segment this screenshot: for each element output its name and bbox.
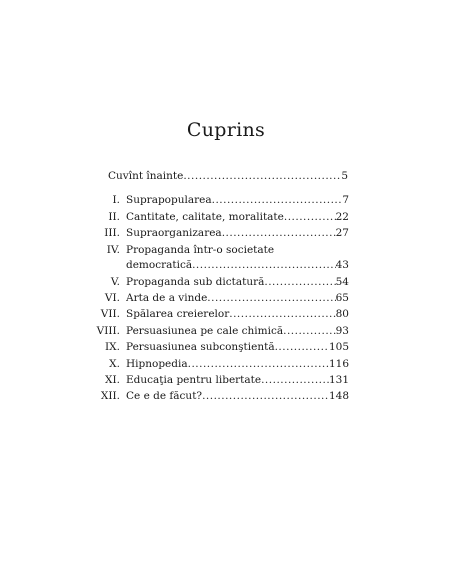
dot-leader: [188, 358, 329, 370]
toc-entry-page: 7: [342, 194, 349, 206]
chapter-number: III.: [104, 227, 120, 239]
toc-entry-title: Educaţia pentru libertate: [126, 374, 262, 386]
toc-entry-title: Cantitate, calitate, moralitate: [126, 211, 284, 223]
chapter-number: XII.: [100, 390, 120, 402]
chapter-number: IX.: [105, 341, 120, 353]
toc-entry-page: 5: [341, 170, 348, 182]
toc-entry-page: 54: [335, 276, 349, 288]
toc-entry-chapter-1[interactable]: [109, 194, 349, 206]
dot-leader: [284, 211, 336, 223]
toc-entry-chapter-9[interactable]: [105, 341, 349, 353]
chapter-number: X.: [109, 358, 120, 370]
toc-entry-chapter-11[interactable]: [105, 374, 349, 386]
dot-leader: [183, 170, 341, 182]
chapter-number: XI.: [105, 374, 120, 386]
chapter-number: V.: [110, 276, 120, 288]
dot-leader: [229, 308, 335, 320]
dot-leader: [275, 341, 329, 353]
page-title: Cuprins: [186, 119, 266, 141]
chapter-number: VI.: [104, 292, 120, 304]
toc-entry-page: 43: [335, 259, 349, 271]
toc-entry-chapter-10[interactable]: [109, 358, 349, 370]
toc-entry-intro[interactable]: [108, 170, 348, 182]
toc-entry-title: Propaganda sub dictatură: [126, 276, 265, 288]
toc-entry-title: Hipnopedia: [126, 358, 188, 370]
toc-entry-page: 131: [328, 374, 349, 386]
dot-leader: [207, 292, 335, 304]
toc-entry-chapter-6[interactable]: [104, 292, 349, 304]
toc-entry-chapter-2[interactable]: [109, 211, 349, 223]
toc-entry-title: Suprapopularea: [126, 194, 212, 206]
toc-entry-chapter-4[interactable]: [106, 244, 349, 272]
toc-entry-title: Arta de a vinde: [126, 292, 208, 304]
dot-leader: [283, 325, 336, 337]
toc-entry-page: 93: [335, 325, 349, 337]
toc-entry-page: 27: [335, 227, 349, 239]
dot-leader: [212, 194, 343, 206]
dot-leader: [261, 374, 329, 386]
toc-entry-title: Spălarea creierelor: [126, 308, 230, 320]
toc-entry-title-line1: Propaganda într-o societate: [126, 244, 275, 256]
toc-entry-chapter-8[interactable]: [96, 325, 349, 337]
dot-leader: [202, 390, 329, 402]
toc-entry-chapter-7[interactable]: [100, 308, 349, 320]
toc-entry-title: democratică: [126, 259, 193, 271]
chapter-number: II.: [108, 211, 120, 223]
dot-leader: [264, 276, 335, 288]
chapter-number: IV.: [106, 244, 120, 256]
chapter-number: I.: [112, 194, 120, 206]
toc-entry-page: 80: [335, 308, 349, 320]
toc-entry-chapter-5[interactable]: [109, 276, 349, 288]
toc-entry-title: Cuvînt înainte: [108, 170, 184, 182]
toc-entry-chapter-3[interactable]: [104, 227, 349, 239]
chapter-number: VIII.: [96, 325, 120, 337]
toc-entry-title: Ce e de făcut?: [126, 390, 203, 402]
toc-entry-page: 116: [328, 358, 349, 370]
toc-entry-page: 105: [328, 341, 349, 353]
toc-entry-chapter-12[interactable]: [100, 390, 349, 402]
chapter-number: VII.: [100, 308, 120, 320]
toc-entry-title: Persuasiunea subconştientă: [126, 341, 275, 353]
dot-leader: [222, 227, 336, 239]
toc-entry-page: 65: [335, 292, 349, 304]
toc-entry-title: Persuasiunea pe cale chimică: [126, 325, 284, 337]
toc-entry-title: Supraorganizarea: [126, 227, 222, 239]
toc-entry-page: 22: [335, 211, 349, 223]
dot-leader: [192, 259, 336, 271]
toc-entry-page: 148: [328, 390, 349, 402]
